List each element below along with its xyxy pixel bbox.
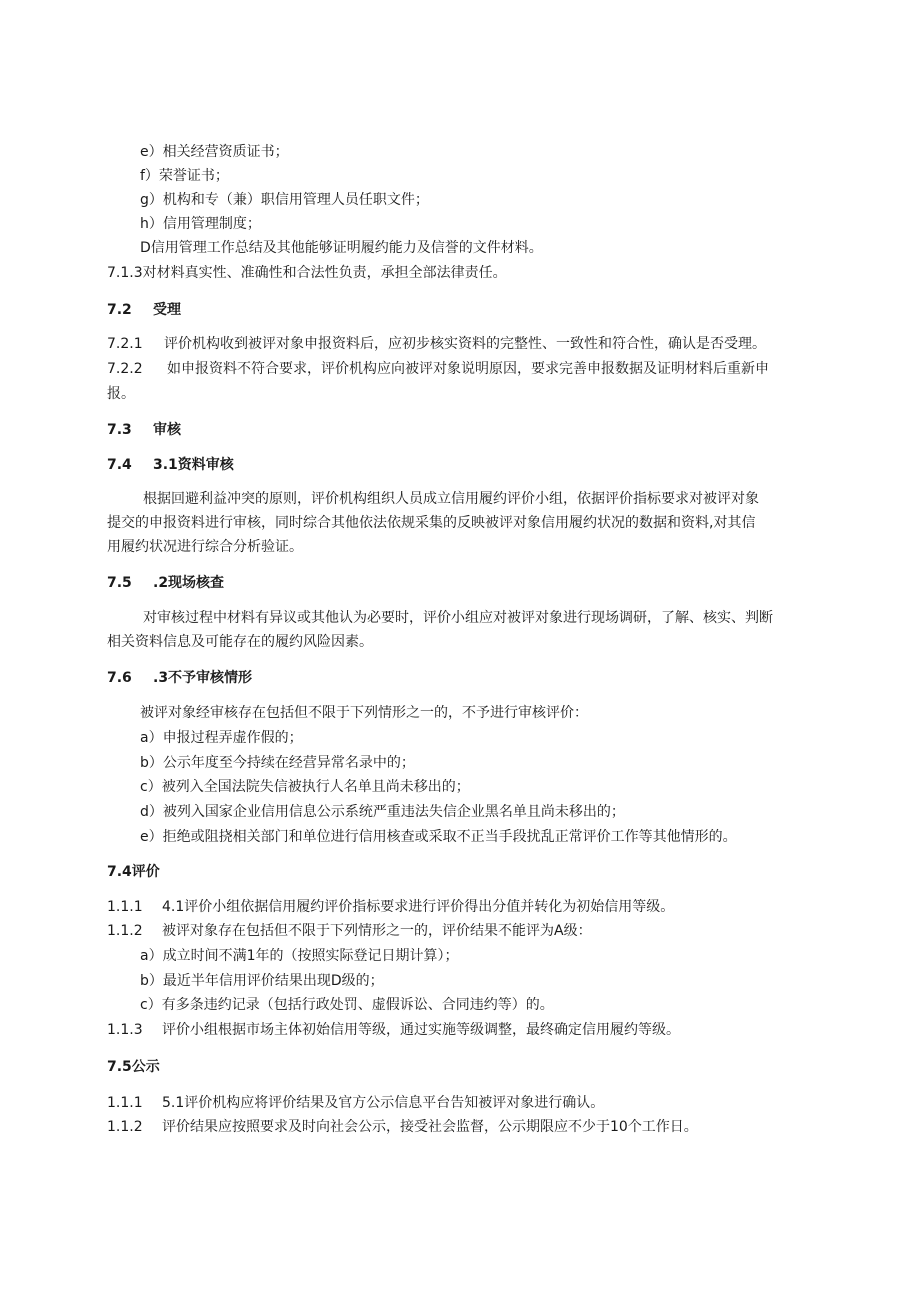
clause-text: 4.1评价小组依据信用履约评价指标要求进行评价得出分值并转化为初始信用等级。 [162, 899, 675, 915]
section-7-4-heading [107, 456, 234, 474]
clause-text-continued: 报。 [107, 386, 135, 402]
list-item: b）最近半年信用评价结果出现D级的； [140, 973, 384, 989]
list-item: d）被列入国家企业信用信息公示系统严重违法失信企业黑名单且尚未移出的； [140, 804, 625, 820]
clause-number: 7.2.2 [107, 361, 143, 377]
section-publicity-heading: 7.5公示 [107, 1059, 160, 1075]
section-7-2-heading [107, 301, 181, 319]
section-number: 7.5 [107, 575, 132, 591]
clause-1-1-1 [107, 1094, 604, 1112]
section-number: 7.3 [107, 422, 132, 438]
clause-number: 1.1.2 [107, 923, 143, 939]
list-item: g）机构和专（兼）职信用管理人员任职文件； [140, 192, 429, 208]
section-title: 3.1资料审核 [153, 457, 234, 473]
clause-7-1-3: 7.1.3对材料真实性、准确性和合法性负责，承担全部法律责任。 [107, 265, 507, 281]
clause-number: 7.2.1 [107, 336, 143, 352]
list-item: b）公示年度至今持续在经营异常名录中的； [140, 755, 415, 771]
clause-7-2-1 [107, 335, 766, 353]
list-item: a）申报过程弄虚作假的； [140, 730, 303, 746]
clause-text: 评价机构收到被评对象申报资料后，应初步核实资料的完整性、一致性和符合性，确认是否受理。 [164, 336, 766, 352]
paragraph-line: 用履约状况进行综合分析验证。 [107, 539, 303, 555]
section-title: 审核 [153, 422, 181, 438]
clause-text: 被评对象存在包括但不限于下列情形之一的，评价结果不能评为A级： [162, 923, 592, 939]
section-title: .3不予审核情形 [153, 670, 253, 686]
clause-text: 如申报资料不符合要求，评价机构应向被评对象说明原因，要求完善申报数据及证明材料后重新申 [167, 361, 769, 377]
clause-1-1-1 [107, 898, 674, 916]
clause-number: 1.1.1 [107, 1095, 143, 1111]
section-title: .2现场核查 [153, 575, 225, 591]
paragraph-line: 对审核过程中材料有异议或其他认为必要时，评价小组应对被评对象进行现场调研，了解、核实、判断 [143, 610, 773, 626]
list-item: c）被列入全国法院失信被执行人名单且尚未移出的； [140, 779, 470, 795]
clause-number: 1.1.3 [107, 1022, 143, 1038]
clause-number: 1.1.2 [107, 1119, 143, 1135]
list-item: h）信用管理制度； [140, 216, 261, 232]
paragraph-line: 根据回避利益冲突的原则，评价机构组织人员成立信用履约评价小组，依据评价指标要求对被评对象 [143, 491, 759, 507]
list-item: e）相关经营资质证书； [140, 144, 289, 160]
section-7-3-heading [107, 421, 181, 439]
section-7-5-heading [107, 574, 224, 592]
section-evaluation-heading: 7.4评价 [107, 864, 160, 880]
paragraph-line: 被评对象经审核存在包括但不限于下列情形之一的，不予进行审核评价： [140, 705, 588, 721]
clause-text: 评价小组根据市场主体初始信用等级，通过实施等级调整，最终确定信用履约等级。 [162, 1022, 680, 1038]
clause-7-2-2 [107, 360, 769, 378]
clause-number: 1.1.1 [107, 899, 143, 915]
paragraph-line: 提交的申报资料进行审核，同时综合其他依法依规采集的反映被评对象信用履约状况的数据和资料,对其信 [107, 515, 756, 531]
list-item: e）拒绝或阻挠相关部门和单位进行信用核查或采取不正当手段扰乱正常评价工作等其他情形的。 [140, 829, 737, 845]
paragraph-line: 相关资料信息及可能存在的履约风险因素。 [107, 634, 373, 650]
list-item: a）成立时间不满1年的（按照实际登记日期计算）； [140, 948, 459, 964]
clause-text: 评价结果应按照要求及时向社会公示，接受社会监督，公示期限应不少于10个工作日。 [162, 1119, 698, 1135]
list-item: c）有多条违约记录（包括行政处罚、虚假诉讼、合同违约等）的。 [140, 997, 554, 1013]
section-number: 7.2 [107, 302, 132, 318]
list-item: f）荣誉证书； [140, 168, 229, 184]
section-title: 受理 [153, 302, 181, 318]
clause-1-1-2 [107, 1118, 698, 1136]
clause-1-1-2 [107, 922, 592, 940]
list-item: D信用管理工作总结及其他能够证明履约能力及信誉的文件材料。 [140, 240, 543, 256]
clause-1-1-3 [107, 1021, 680, 1039]
section-number: 7.6 [107, 670, 132, 686]
section-7-6-heading [107, 669, 252, 687]
clause-text: 5.1评价机构应将评价结果及官方公示信息平台告知被评对象进行确认。 [162, 1095, 605, 1111]
section-number: 7.4 [107, 457, 132, 473]
